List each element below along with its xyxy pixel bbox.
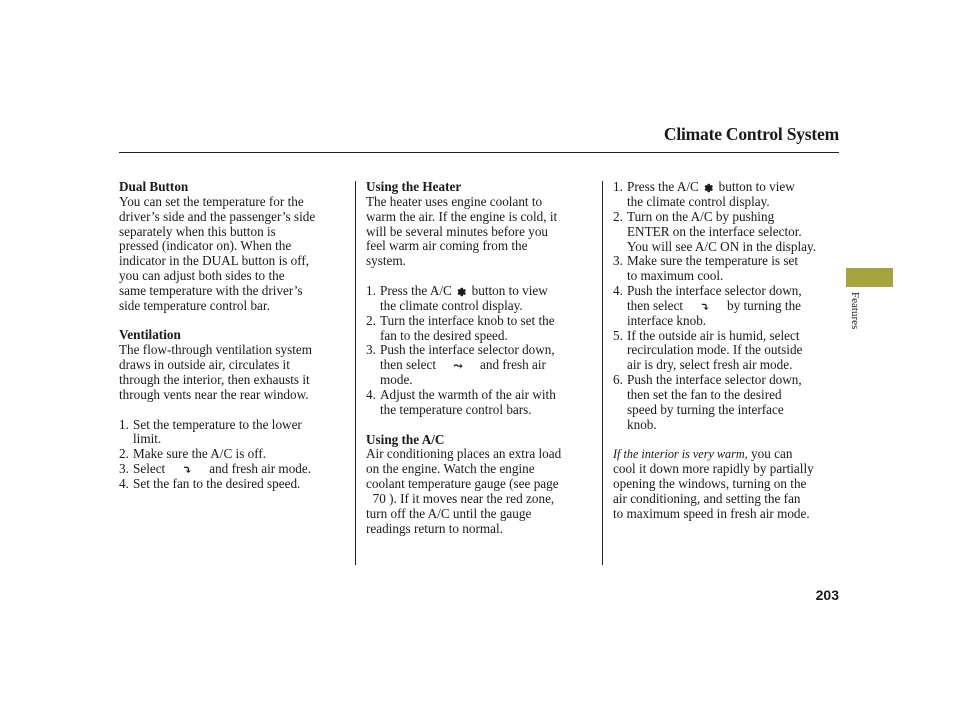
vent-line: through the interior, then exhausts it — [119, 371, 310, 387]
list-item: 4. Set the fan to the desired speed. — [119, 475, 301, 491]
ventilation-heading: Ventilation — [119, 327, 181, 343]
column-divider-2 — [602, 181, 603, 565]
dual-line: you can adjust both sides to the — [119, 268, 285, 284]
ac-line: readings return to normal. — [366, 520, 503, 536]
list-item: 6. Push the interface selector down, then set the fan to the desired speed by turning the interface knob. — [613, 372, 802, 432]
page-number: 203 — [815, 587, 839, 603]
dual-line: same temperature with the driver’s — [119, 282, 303, 298]
heater-line: warm the air. If the engine is cold, it — [366, 208, 558, 224]
vent-line: through vents near the rear window. — [119, 386, 309, 402]
column-3 — [613, 180, 845, 522]
note-line: to maximum speed in fresh air mode. — [613, 505, 810, 521]
list-item: 2. Turn the interface knob to set the fan to the desired speed. — [366, 312, 555, 343]
list-item: 2. Make sure the A/C is off. — [119, 446, 267, 462]
title-rule — [119, 152, 839, 153]
page-title: Climate Control System — [663, 124, 839, 144]
ac-line: on the engine. Watch the engine — [366, 461, 535, 477]
list-item: 4. Adjust the warmth of the air with the temperature control bars. — [366, 386, 556, 417]
list-item: 2. Turn on the A/C by pushing ENTER on the interface selector. You will see A/C ON in the display. — [613, 208, 817, 254]
note-line: cool it down more rapidly by partially — [613, 461, 814, 477]
ac-heading: Using the A/C — [366, 431, 445, 447]
list-item: 1. Press the A/C ✽ button to view the climate control display. — [613, 179, 795, 209]
list-item: 3. Push the interface selector down, then select ⤳ and fresh air mode. — [366, 342, 555, 388]
list-item: 1. Set the temperature to the lower limit. — [119, 416, 302, 447]
ac-line: 70 ). If it moves near the red zone, — [366, 490, 555, 506]
heater-line: The heater uses engine coolant to — [366, 193, 543, 209]
dual-line: side temperature control bar. — [119, 297, 270, 313]
heater-line: feel warm air coming from the — [366, 238, 528, 254]
column-2 — [366, 180, 598, 536]
list-item: 5. If the outside air is humid, select recirculation mode. If the outside air is dry, select fresh air mode. — [613, 327, 803, 373]
dual-line: indicator in the DUAL button is off, — [119, 253, 310, 269]
fresh-air-mode-icon: ⤵︎ — [182, 463, 193, 478]
heater-line: system. — [366, 253, 406, 269]
list-item: 1. Press the A/C ✽ button to view the climate control display. — [366, 282, 548, 313]
note-line: opening the windows, turning on the — [613, 476, 807, 492]
list-item: 4. Push the interface selector down, then select ⤵︎ by turning the interface knob. — [613, 283, 802, 328]
fan-icon: ✽ — [704, 183, 714, 195]
column-1 — [119, 180, 349, 492]
dual-line: pressed (indicator on). When the — [119, 238, 292, 254]
fresh-air-mode-icon: ⤵︎ — [700, 299, 711, 314]
dual-line: You can set the temperature for the — [119, 193, 304, 209]
vent-line: draws in outside air, circulates it — [119, 357, 290, 373]
fan-icon: ✽ — [457, 286, 467, 299]
column-divider-1 — [355, 181, 356, 565]
list-item: 3. Select ⤵︎ and fresh air mode. — [119, 461, 312, 478]
note-italic: If the interior is very warm, — [613, 447, 748, 462]
dual-button-heading: Dual Button — [119, 179, 189, 194]
heater-line: will be several minutes before you — [366, 223, 549, 239]
ac-steps — [613, 180, 845, 433]
note-line: air conditioning, and setting the fan — [613, 490, 801, 506]
heater-heading: Using the Heater — [366, 179, 462, 194]
list-item: 3. Make sure the temperature is set to maximum cool. — [613, 253, 799, 284]
ac-line: turn off the A/C until the gauge — [366, 505, 532, 521]
heater-steps — [366, 284, 598, 418]
dual-line: driver’s side and the passenger’s side — [119, 208, 316, 224]
note-line: If the interior is very warm, you can — [613, 446, 793, 462]
ventilation-steps — [119, 418, 349, 492]
section-tab — [846, 268, 893, 287]
ac-line: Air conditioning places an extra load — [366, 446, 562, 462]
dual-line: separately when this button is — [119, 223, 276, 239]
ac-line: coolant temperature gauge (see page — [366, 476, 559, 492]
section-tab-label: Features — [849, 292, 861, 330]
vent-line: The flow-through ventilation system — [119, 342, 313, 358]
heat-floor-mode-icon: ⤳ — [453, 359, 464, 374]
